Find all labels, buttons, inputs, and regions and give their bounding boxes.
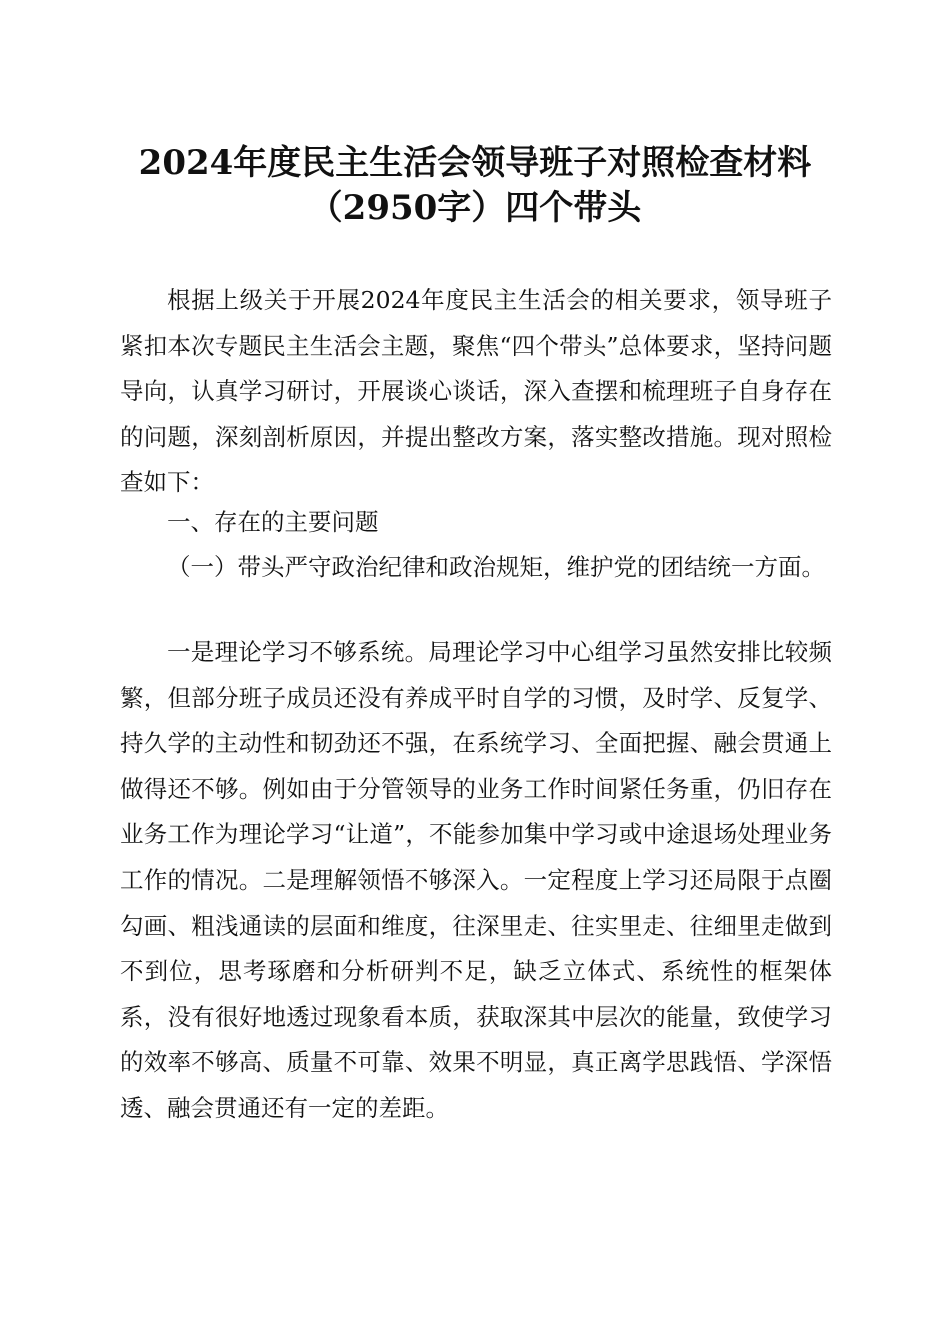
body-paragraph: 一是理论学习不够系统。局理论学习中心组学习虽然安排比较频繁，但部分班子成员还没有养成平时自学的习惯，及时学、反复学、持久学的主动性和韧劲还不强，在系统学习、全面把握、融会贯通上做得还不够。例如由于分管领导的业务工作时间紧任务重，仍旧存在业务工作为理论学习“让道”，不能参加集中学习或中途退场处理业务工作的情况。二是理解领悟不够深入。一定程度上学习还局限于点圈勾画、粗浅通读的层面和维度，往深里走、往实里走、往细里走做到不到位，思考琢磨和分析研判不足，缺乏立体式、系统性的框架体系，没有很好地透过现象看本质，获取深其中层次的能量，致使学习的效率不够高、质量不可靠、效果不明显，真正离学思践悟、学深悟透、融会贯通还有一定的差距。 bbox=[120, 638, 832, 1122]
sub-heading: （一）带头严守政治纪律和政治规矩，维护党的团结统一方面。 bbox=[167, 553, 825, 581]
document-title-line-2: （2950字）四个带头 bbox=[308, 188, 642, 228]
document-title-line-1: 2024年度民主生活会领导班子对照检查材料 bbox=[138, 143, 812, 183]
section-heading: 一、存在的主要问题 bbox=[167, 508, 379, 536]
intro-paragraph: 根据上级关于开展2024年度民主生活会的相关要求，领导班子紧扣本次专题民主生活会主题，聚焦“四个带头”总体要求，坚持问题导向，认真学习研讨，开展谈心谈话，深入查摆和梳理班子自身存在的问题，深刻剖析原因，并提出整改方案，落实整改措施。现对照检查如下： bbox=[120, 286, 832, 497]
